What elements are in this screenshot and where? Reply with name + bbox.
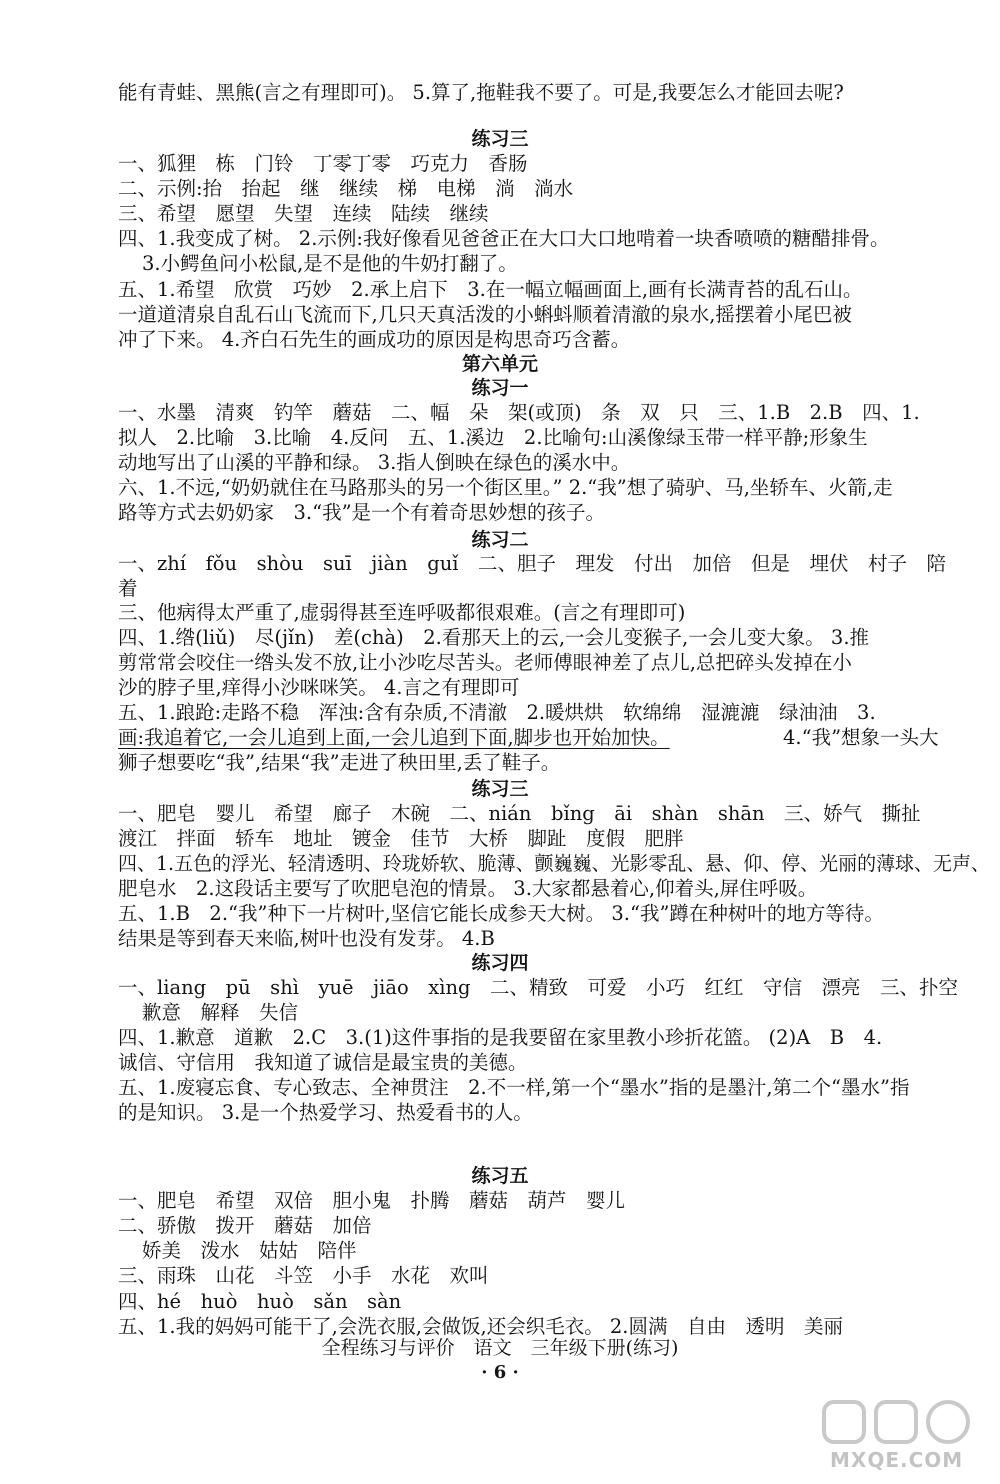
- answer-text: 四、hé huò huò sǎn sàn: [118, 1290, 402, 1313]
- answer-line: [0, 750, 1000, 776]
- answer-text: 拟人 2.比喻 3.比喻 4.反问 五、1.溪边 2.比喻句:山溪像绿玉带一样平静;形象生: [118, 426, 868, 449]
- answer-text: 一道道清泉自乱石山飞流而下,几只天真活泼的小蝌蚪顺着清澈的泉水,摇摆着小尾巴被: [118, 303, 852, 326]
- answer-line: [0, 425, 1000, 451]
- answer-text: 一、zhí fǒu shòu suī jiàn guǐ 二、胆子 理发 付出 加倍 但是 埋伏 村子 陪: [118, 552, 946, 575]
- answer-text: 结果是等到春天来临,树叶也没有发芽。 4.B: [118, 927, 495, 950]
- answer-line: [0, 1213, 1000, 1239]
- answer-line: [0, 475, 1000, 501]
- answer-text: 歉意 解释 失信: [142, 1001, 299, 1024]
- answer-text: 诚信、守信用 我知道了诚信是最宝贵的美德。: [118, 1051, 528, 1074]
- answer-line: [0, 876, 1000, 902]
- answer-text: 能有青蛙、黑熊(言之有理即可)。 5.算了,拖鞋我不要了。可是,我要怎么才能回去呢?: [118, 81, 844, 104]
- answer-text: 五、1.希望 欣赏 巧妙 2.承上启下 3.在一幅立幅画面上,画有长满青苔的乱石山。: [118, 278, 863, 301]
- answer-line: [0, 700, 1000, 726]
- answer-text: 4.“我”想象一头大: [783, 726, 939, 749]
- answer-line: [0, 327, 1000, 353]
- answer-text: 五、1.我的妈妈可能干了,会洗衣服,会做饭,还会织毛衣。 2.圆满 自由 透明 美丽: [118, 1315, 844, 1338]
- answer-line: [0, 1075, 1000, 1101]
- answer-text: 着: [118, 577, 138, 600]
- answer-line: [0, 1025, 1000, 1051]
- answer-line: [0, 725, 1000, 751]
- answer-text: 四、1.五色的浮光、轻清透明、玲珑娇软、脆薄、颤巍巍、光影零乱、悬、仰、停、光丽的薄球、无声、: [118, 852, 990, 875]
- answer-line: [0, 551, 1000, 577]
- answer-text: 三、他病得太严重了,虚弱得甚至连呼吸都很艰难。(言之有理即可): [118, 601, 686, 624]
- answer-line: [0, 1238, 1000, 1264]
- answer-text: 的是知识。 3.是一个热爱学习、热爱看书的人。: [118, 1101, 533, 1124]
- section-heading: 练习四: [471, 952, 529, 974]
- answer-text: 六、1.不远,“奶奶就住在马路那头的另一个街区里。” 2.“我”想了骑驴、马,坐轿车、火箭,走: [118, 476, 893, 499]
- answer-line: [0, 650, 1000, 676]
- answer-line: [0, 1188, 1000, 1214]
- answer-line: [0, 1100, 1000, 1126]
- answer-line: [0, 1050, 1000, 1076]
- answer-line: [0, 277, 1000, 303]
- answer-line: [0, 851, 1000, 877]
- answer-text: 肥皂水 2.这段话主要写了吹肥皂泡的情景。 3.大家都悬着心,仰着头,屏住呼吸。: [118, 877, 818, 900]
- answer-line: [0, 600, 1000, 626]
- answer-text: 二、示例:抬 抬起 继 继续 梯 电梯 淌 淌水: [118, 177, 574, 200]
- answer-text: 五、1.废寝忘食、专心致志、全神贯注 2.不一样,第一个“墨水”指的是墨汁,第二个“墨水”指: [118, 1076, 910, 1099]
- footer-book-title: 全程练习与评价 语文 三年级下册(练习): [321, 1337, 679, 1359]
- answer-line: [0, 576, 1000, 602]
- answer-text: 一、狐狸 栋 门铃 丁零丁零 巧克力 香肠: [118, 152, 528, 175]
- answer-text: 渡江 拌面 轿车 地址 镀金 佳节 大桥 脚趾 度假 肥胖: [118, 827, 684, 850]
- answer-text: 四、1.歉意 道歉 2.C 3.(1)这件事指的是我要留在家里教小珍折花篮。 (2)A B 4.: [118, 1026, 883, 1049]
- answer-line: [0, 801, 1000, 827]
- section-heading: 练习二: [471, 529, 529, 551]
- answer-text: 一、水墨 清爽 钓竿 蘑菇 二、幅 朵 架(或顶) 条 双 只 三、1.B 2.B 四、1.: [118, 401, 920, 424]
- answer-line: [0, 251, 1000, 277]
- answer-text: 五、1.踉跄:走路不稳 浑浊:含有杂质,不清澈 2.暖烘烘 软绵绵 湿漉漉 绿油油 3.: [118, 701, 876, 724]
- answer-line: [0, 226, 1000, 252]
- answer-line: [0, 151, 1000, 177]
- answer-text: 二、骄傲 拨开 蘑菇 加倍: [118, 1214, 372, 1237]
- answer-text: 娇美 泼水 姑姑 陪伴: [142, 1239, 357, 1262]
- answer-line: [0, 975, 1000, 1001]
- watermark-badge-icon: [820, 1398, 990, 1448]
- answer-text: 沙的脖子里,痒得小沙咪咪笑。 4.言之有理即可: [118, 676, 520, 699]
- answer-line: [0, 400, 1000, 426]
- watermark-logo: [820, 1398, 990, 1478]
- answer-text: 冲了下来。 4.齐白石先生的画成功的原因是构思奇巧含蓄。: [118, 328, 631, 351]
- answer-line: [0, 302, 1000, 328]
- answer-line: [0, 450, 1000, 476]
- answer-text: 狮子想要吃“我”,结果“我”走进了秧田里,丢了鞋子。: [118, 751, 561, 774]
- answer-line: [0, 500, 1000, 526]
- answer-line: [0, 1263, 1000, 1289]
- answer-text: 路等方式去奶奶家 3.“我”是一个有着奇思妙想的孩子。: [118, 501, 606, 524]
- answer-line: [0, 625, 1000, 651]
- section-heading: 练习一: [471, 377, 529, 399]
- page-number: · 6 ·: [481, 1362, 519, 1383]
- answer-line: [0, 926, 1000, 952]
- answer-text: 一、肥皂 婴儿 希望 廊子 木碗 二、nián bǐng āi shàn shān 三、娇气 撕扯: [118, 802, 921, 825]
- answer-text: 动地写出了山溪的平静和绿。 3.指人倒映在绿色的溪水中。: [118, 451, 631, 474]
- section-heading: 练习五: [471, 1165, 529, 1187]
- answer-text: 四、1.绺(liǔ) 尽(jǐn) 差(chà) 2.看那天上的云,一会儿变猴子,一会儿变大象。 3.推: [118, 626, 870, 649]
- answer-line: [0, 201, 1000, 227]
- underlined-answer-text: 画:我追着它,一会儿追到上面,一会儿追到下面,脚步也开始加快。: [118, 726, 670, 749]
- answer-text: 三、希望 愿望 失望 连续 陆续 继续: [118, 202, 489, 225]
- answer-text: 三、雨珠 山花 斗笠 小手 水花 欢叫: [118, 1264, 489, 1287]
- answer-line: [0, 826, 1000, 852]
- answer-line: [0, 1289, 1000, 1315]
- answer-text: 剪常常会咬住一绺头发不放,让小沙吃尽苦头。老师傅眼神差了点儿,总把碎头发掉在小: [118, 651, 852, 674]
- section-heading: 练习三: [471, 778, 529, 800]
- answer-text: 四、1.我变成了树。 2.示例:我好像看见爸爸正在大口大口地啃着一块香喷喷的糖醋排骨。: [118, 227, 890, 250]
- answer-line: [0, 901, 1000, 927]
- answer-text: 一、liang pū shì yuē jiāo xìng 二、精致 可爱 小巧 红红 守信 漂亮 三、扑空: [118, 976, 959, 999]
- section-heading: 第六单元: [461, 353, 538, 375]
- answer-line: [0, 176, 1000, 202]
- answer-text: 3.小鳄鱼问小松鼠,是不是他的牛奶打翻了。: [142, 252, 518, 275]
- answer-text: 一、肥皂 希望 双倍 胆小鬼 扑腾 蘑菇 葫芦 婴儿: [118, 1189, 626, 1212]
- section-heading: 练习三: [471, 128, 529, 150]
- answer-line: [0, 675, 1000, 701]
- answer-line: [0, 1000, 1000, 1026]
- watermark-site: MXQE.COM: [830, 1448, 964, 1472]
- answer-line: [0, 80, 1000, 106]
- answer-text: 五、1.B 2.“我”种下一片树叶,坚信它能长成参天大树。 3.“我”蹲在种树叶的地方等待。: [118, 902, 884, 925]
